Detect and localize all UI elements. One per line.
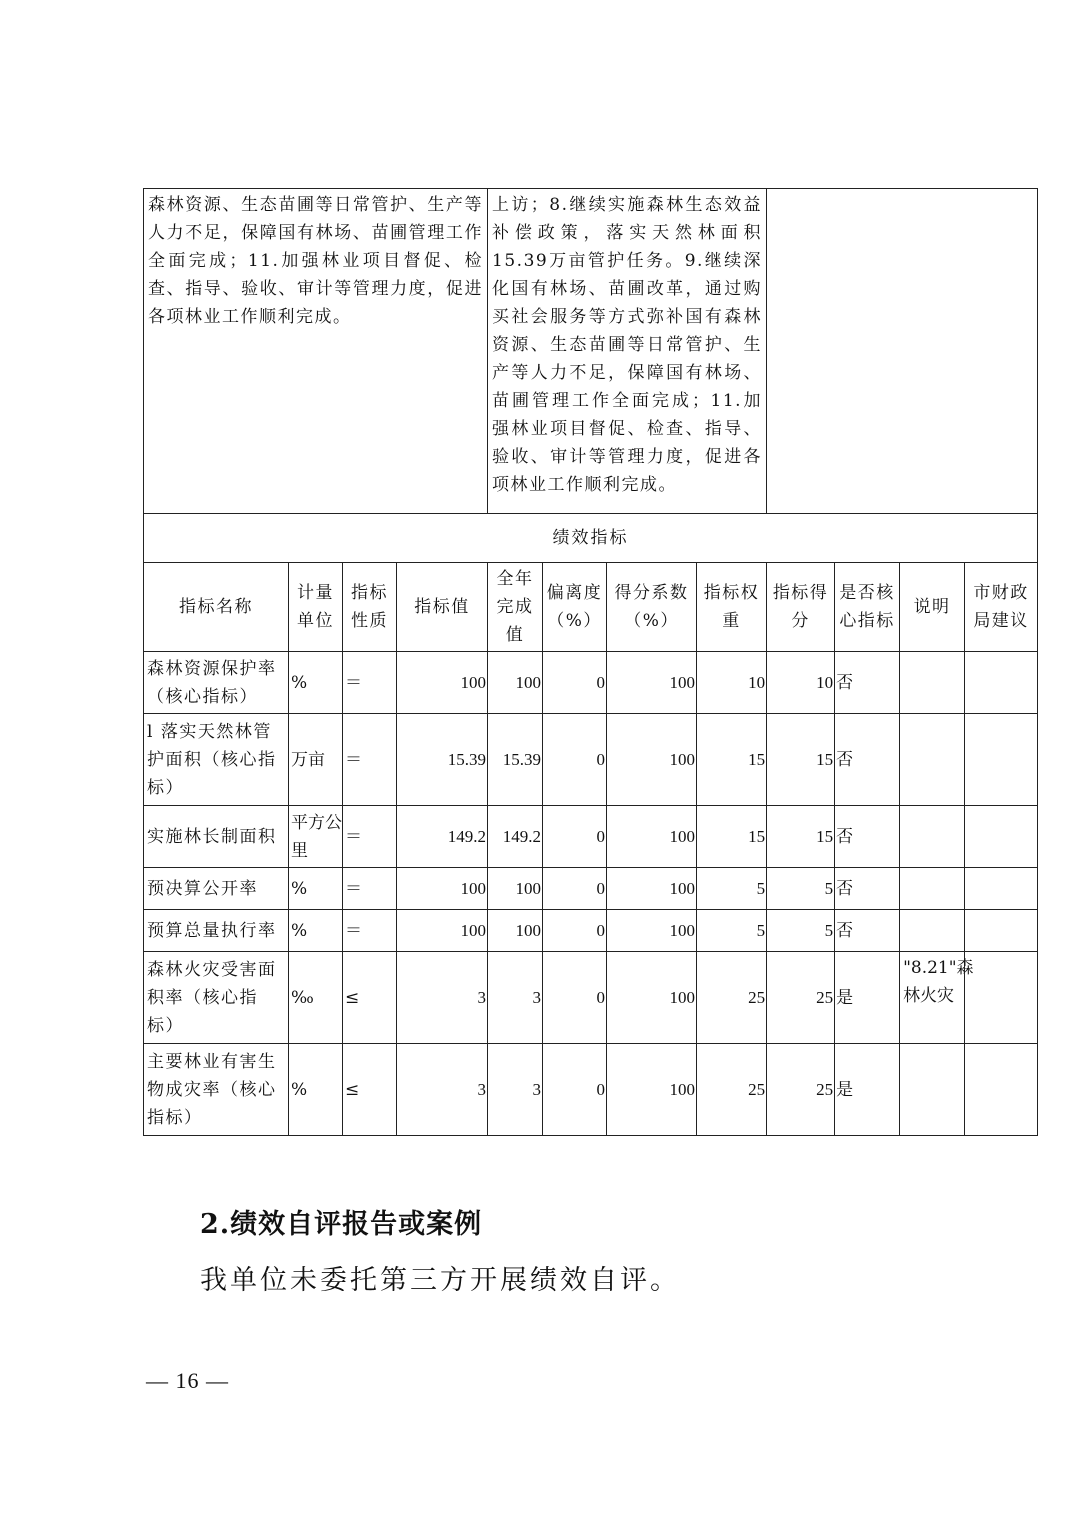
score-cell: 5 — [767, 868, 835, 910]
property-cell: ≤ — [343, 952, 397, 1044]
score-coefficient-cell: 100 — [607, 868, 697, 910]
header-row — [144, 563, 1038, 652]
score-cell: 25 — [767, 952, 835, 1044]
advice-cell — [965, 1044, 1038, 1136]
is-core-cell: 否 — [835, 714, 900, 806]
property-cell: ＝ — [343, 910, 397, 952]
indicator-name-cell: 主要林业有害生物成灾率（核心指标） — [144, 1044, 289, 1136]
actual-value-cell: 100 — [488, 910, 543, 952]
advice-cell — [965, 910, 1038, 952]
note-cell — [900, 652, 965, 714]
unit-cell: 平方公里 — [289, 806, 343, 868]
score-coefficient-cell: 100 — [607, 952, 697, 1044]
col-header-unit: 计量单位 — [289, 563, 343, 652]
deviation-cell: 0 — [543, 714, 607, 806]
unit-cell: ‰ — [289, 952, 343, 1044]
score-cell: 15 — [767, 714, 835, 806]
unit-cell: % — [289, 910, 343, 952]
col-header-target: 指标值 — [397, 563, 488, 652]
data-rows — [144, 652, 1038, 1136]
indicator-name-cell: l 落实天然林管护面积（核心指标） — [144, 714, 289, 806]
target-value-cell: 149.2 — [397, 806, 488, 868]
target-value-cell: 100 — [397, 868, 488, 910]
deviation-cell: 0 — [543, 1044, 607, 1136]
score-cell: 25 — [767, 1044, 835, 1136]
deviation-cell: 0 — [543, 952, 607, 1044]
actual-value-cell: 3 — [488, 1044, 543, 1136]
property-cell: ＝ — [343, 652, 397, 714]
score-coefficient-cell: 100 — [607, 1044, 697, 1136]
indicator-name-cell: 预决算公开率 — [144, 868, 289, 910]
col-header-coefficient: 得分系数（%） — [607, 563, 697, 652]
target-value-cell: 15.39 — [397, 714, 488, 806]
table-row — [144, 1044, 1038, 1136]
col-header-actual: 全年完成值 — [488, 563, 543, 652]
property-cell: ＝ — [343, 714, 397, 806]
score-coefficient-cell: 100 — [607, 714, 697, 806]
body-paragraph: 我单位未委托第三方开展绩效自评。 — [200, 1265, 680, 1296]
col-header-weight: 指标权重 — [697, 563, 767, 652]
note-cell — [900, 1044, 965, 1136]
score-cell: 10 — [767, 652, 835, 714]
weight-cell: 25 — [697, 952, 767, 1044]
is-core-cell: 是 — [835, 1044, 900, 1136]
property-cell: ≤ — [343, 1044, 397, 1136]
target-value-cell: 100 — [397, 910, 488, 952]
note-cell — [900, 806, 965, 868]
actual-value-cell: 149.2 — [488, 806, 543, 868]
weight-cell: 5 — [697, 868, 767, 910]
property-cell: ＝ — [343, 868, 397, 910]
property-cell: ＝ — [343, 806, 397, 868]
weight-cell: 25 — [697, 1044, 767, 1136]
is-core-cell: 否 — [835, 868, 900, 910]
is-core-cell: 是 — [835, 952, 900, 1044]
unit-cell: % — [289, 652, 343, 714]
col-header-property: 指标性质 — [343, 563, 397, 652]
note-cell — [900, 868, 965, 910]
indicator-name-cell: 森林火灾受害面积率（核心指标） — [144, 952, 289, 1044]
score-cell: 15 — [767, 806, 835, 868]
is-core-cell: 否 — [835, 652, 900, 714]
weight-cell: 15 — [697, 714, 767, 806]
col-header-core: 是否核心指标 — [835, 563, 900, 652]
table-row — [144, 652, 1038, 714]
goals-text-middle: 上访；8.继续实施森林生态效益补偿政策，落实天然林面积15.39万亩管护任务。9.继续深化国有林场、苗圃改革，通过购买社会服务等方式弥补国有森林资源、生态苗圃等日常管护、生产等人力不足，保障国有林场、苗圃管理工作全面完成；11.加强林业项目督促、检查、指导、验收、审计等管理力度，促进各项林业工作顺利完成。 — [488, 189, 767, 514]
indicator-name-cell: 森林资源保护率（核心指标） — [144, 652, 289, 714]
unit-cell: % — [289, 1044, 343, 1136]
advice-cell — [965, 714, 1038, 806]
section-header: 绩效指标 — [144, 514, 1038, 563]
actual-value-cell: 15.39 — [488, 714, 543, 806]
weight-cell: 15 — [697, 806, 767, 868]
page-number: — 16 — — [146, 1368, 229, 1393]
actual-value-cell: 100 — [488, 868, 543, 910]
section-title: 2.绩效自评报告或案例 — [200, 1209, 483, 1240]
col-header-name: 指标名称 — [144, 563, 289, 652]
goals-text-left: 森林资源、生态苗圃等日常管护、生产等人力不足，保障国有林场、苗圃管理工作全面完成；11.加强林业项目督促、检查、指导、验收、审计等管理力度，促进各项林业工作顺利完成。 — [144, 189, 488, 514]
unit-cell: % — [289, 868, 343, 910]
goals-row — [144, 189, 1038, 514]
table-row — [144, 714, 1038, 806]
advice-cell — [965, 806, 1038, 868]
table-row — [144, 910, 1038, 952]
indicator-name-cell: 实施林长制面积 — [144, 806, 289, 868]
target-value-cell: 3 — [397, 952, 488, 1044]
table-row — [144, 868, 1038, 910]
score-cell: 5 — [767, 910, 835, 952]
deviation-cell: 0 — [543, 652, 607, 714]
col-header-score: 指标得分 — [767, 563, 835, 652]
col-header-note: 说明 — [900, 563, 965, 652]
note-cell — [900, 714, 965, 806]
target-value-cell: 100 — [397, 652, 488, 714]
note-cell: "8.21"森林火灾 — [900, 952, 965, 1044]
is-core-cell: 否 — [835, 806, 900, 868]
weight-cell: 5 — [697, 910, 767, 952]
table-row — [144, 952, 1038, 1044]
advice-cell — [965, 652, 1038, 714]
score-coefficient-cell: 100 — [607, 910, 697, 952]
table-row — [144, 806, 1038, 868]
weight-cell: 10 — [697, 652, 767, 714]
unit-cell: 万亩 — [289, 714, 343, 806]
deviation-cell: 0 — [543, 806, 607, 868]
score-coefficient-cell: 100 — [607, 652, 697, 714]
deviation-cell: 0 — [543, 910, 607, 952]
col-header-advice: 市财政局建议 — [965, 563, 1038, 652]
note-cell — [900, 910, 965, 952]
score-coefficient-cell: 100 — [607, 806, 697, 868]
goals-text-right — [767, 189, 1038, 514]
advice-cell — [965, 952, 1038, 1044]
indicator-name-cell: 预算总量执行率 — [144, 910, 289, 952]
is-core-cell: 否 — [835, 910, 900, 952]
advice-cell — [965, 868, 1038, 910]
performance-table — [143, 188, 1038, 1136]
deviation-cell: 0 — [543, 868, 607, 910]
target-value-cell: 3 — [397, 1044, 488, 1136]
col-header-deviation: 偏离度（%） — [543, 563, 607, 652]
actual-value-cell: 3 — [488, 952, 543, 1044]
actual-value-cell: 100 — [488, 652, 543, 714]
